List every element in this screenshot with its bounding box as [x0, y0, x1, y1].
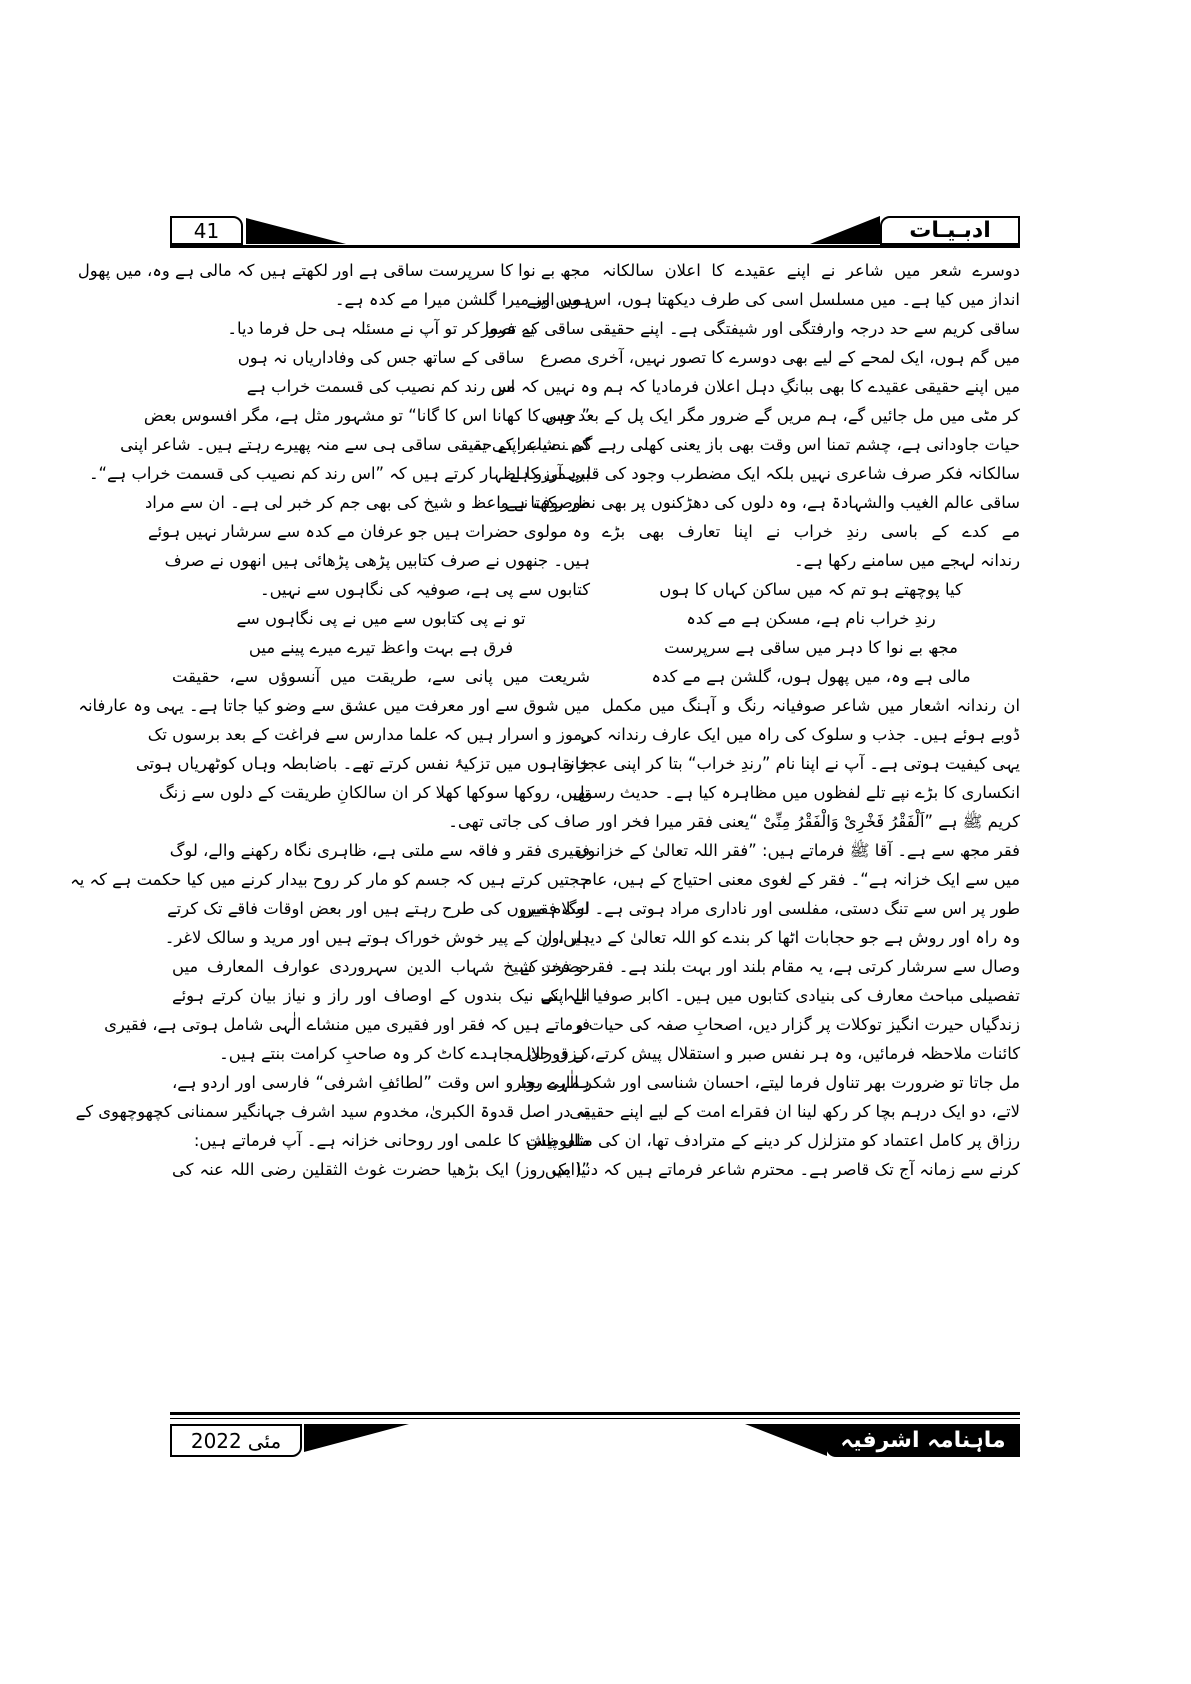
text-line: مل جاتا تو ضرورت بھر تناول فرما لیتے، احسان شناسی اور شکر الٰہی بجا	[520, 1073, 1020, 1092]
text-line: انداز میں کیا ہے۔ میں مسلسل اسی کی طرف دیکھتا ہوں، اس میں اپنے	[526, 290, 1020, 309]
footer-rule-thin	[170, 1418, 1020, 1419]
text-line: کریم ﷺ ہے ”اَلْفَقْرُ فَخْرِیْ وَالْفَقْرُ مِنِّیْ “یعنی فقر میرا فخر اور	[597, 812, 1020, 831]
text-line: ”(ایک روز) ایک بڑھیا حضرت غوث الثقلین رضی اللہ عنہ کی	[172, 1160, 590, 1179]
text-line: ہیں۔ جنھوں نے صرف کتابیں پڑھی پڑھائی ہیں انھوں نے صرف	[164, 551, 590, 570]
text-line: یہی کیفیت ہوتی ہے۔ آپ نے اپنا نام ”رندِ خراب“ بتا کر اپنی عجز و	[565, 754, 1020, 773]
text-line: ہمارے روبرو اس وقت ”لطائفِ اشرفی“ فارسی اور اردو ہے،	[172, 1073, 590, 1092]
issue-year: 2022	[190, 1428, 242, 1453]
text-line: کائنات ملاحظہ فرمائیں، وہ ہر نفس صبر و استقلال پیش کرتے، رزق حلال	[519, 1044, 1020, 1063]
text-line: کم نصیب اپنے حقیقی ساقی ہی سے منہ پھیرے رہتے ہیں۔ شاعر اپنی	[120, 435, 590, 454]
issue-date	[170, 1424, 302, 1457]
verse-line: مجھ بے نوا کا دہر میں ساقی ہے سرپرست	[664, 638, 958, 657]
text-line: میں گم ہوں، ایک لمحے کے لیے بھی دوسرے کا تصور نہیں، آخری مصرع	[539, 348, 1020, 367]
issue-month: مئی	[247, 1428, 282, 1453]
verse-line: تو نے پی کتابوں سے میں نے پی نگاہوں سے	[236, 609, 526, 628]
text-line: حجتیں کرتے ہیں کہ جسم کو مار کر روح بیدار کرنے میں کیا حکمت ہے کہ یہ	[70, 870, 590, 889]
text-line: میں شوق سے اور معرفت میں عشق سے وضو کیا جاتا ہے۔ یہی وہ عارفانہ	[78, 696, 590, 715]
header-right-wedge	[810, 216, 880, 246]
text-line: برہمی کا اظہار کرتے ہیں کہ ”اس رند کم نصیب کی قسمت خراب ہے“۔	[88, 464, 590, 483]
verse-line: یہ فرما کر تو آپ نے مسئلہ ہی حل فرما دیا۔	[227, 319, 535, 338]
text-line: وہ مولوی حضرات ہیں جو عرفان مے کدہ سے سرشار نہیں ہوئے	[147, 522, 590, 541]
text-line: رزاق پر کامل اعتماد کو متزلزل کر دینے کے مترادف تھا، ان کی مثال پیش	[526, 1131, 1020, 1150]
verse-line: کیا پوچھتے ہو تم کہ میں ساکن کہاں کا ہوں	[659, 580, 963, 599]
text-line: زندگیاں حیرت انگیز توکلات پر گزار دیں، اصحابِ صفہ کی حیات و	[575, 1015, 1020, 1034]
text-line: تھیں، روکھا سوکھا کھلا کر ان سالکانِ طریقت کے دلوں سے زنگ	[159, 783, 590, 802]
text-line: کے دوران مجاہدے کاٹ کر وہ صاحبِ کرامت بنتے ہیں۔	[219, 1044, 590, 1063]
text-line: ڈوبے ہوئے ہیں۔ جذب و سلوک کی راہ میں ایک عارف رندانہ کی	[580, 725, 1020, 744]
footer-left-wedge	[304, 1424, 409, 1454]
text-line: خانقاہوں میں تزکیۂ نفس کرتے تھے۔ باضابطہ وہاں کوٹھریاں ہوتی	[135, 754, 590, 773]
footer-rule	[170, 1412, 1020, 1415]
text-line: صاف کی جاتی تھی۔	[448, 812, 590, 831]
text-line: لاتے، دو ایک درہم بچا کر رکھ لینا ان فقراے امت کے لیے اپنے حقیقی	[569, 1102, 1020, 1121]
text-line: رندانہ لہجے میں سامنے رکھا ہے۔	[794, 551, 1020, 570]
verse-line: ساقی کے ساتھ جس کی وفاداریاں نہ ہوں	[237, 348, 525, 367]
text-line: کرنے سے زمانہ آج تک قاصر ہے۔ محترم شاعر فرماتے ہیں کہ دنیا میں	[544, 1160, 1020, 1179]
text-line: دوسرے شعر میں شاعر نے اپنے عقیدے کا اعلان سالکانہ	[602, 261, 1020, 280]
verse-line: اس رند کم نصیب کی قسمت خراب ہے	[246, 377, 516, 396]
section-title: ادبـیـات	[880, 216, 1020, 245]
verse-line: رندِ خراب نام ہے، مسکن ہے مے کدہ	[686, 609, 936, 628]
text-line: مجھ بے نوا کا سرپرست ساقی ہے اور لکھتے ہیں کہ مالی ہے وہ، میں پھول	[77, 261, 590, 280]
text-line: حیات جاودانی ہے، چشم تمنا اس وقت بھی باز یعنی کھلی رہے گی۔ شاعر کی یہ	[472, 435, 1020, 454]
text-line: کتابوں سے پی ہے، صوفیہ کی نگاہوں سے نہیں۔	[259, 580, 590, 599]
text-line: انکساری کا بڑے نپے تلے لفظوں میں مظاہرہ کیا ہے۔ حدیث رسول	[572, 783, 1020, 802]
text-line: موصوف نے واعظ و شیخ کی بھی جم کر خبر لی ہے۔ ان سے مراد	[144, 493, 590, 512]
text-line: ساقی کریم سے حد درجہ وارفتگی اور شیفتگی ہے۔ اپنے حقیقی ساقی کے تصور	[481, 319, 1020, 338]
page-number: 41	[170, 216, 243, 245]
text-line: ہوں اور میرا گلشن میرا مے کدہ ہے۔	[334, 290, 590, 309]
verse-line: فرق ہے بہت واعظ تیرے میرے پینے میں	[248, 638, 514, 657]
text-line: رموز و اسرار ہیں کہ علما مدارس سے فراغت کے بعد برسوں تک	[147, 725, 590, 744]
magazine-name: ماہنامہ اشرفیہ	[826, 1424, 1020, 1457]
text-line: میں اپنے حقیقی عقیدے کا بھی ببانگِ دہل اعلان فرمادیا کہ ہم وہ نہیں کہ مر	[497, 377, 1020, 396]
header-left-wedge	[246, 218, 346, 246]
text-line: ساقی عالم الغیب والشہادۃ ہے، وہ دلوں کی دھڑکنوں پر بھی نظر رکھتا ہے۔	[496, 493, 1020, 512]
text-line: ” جس کا کھانا اس کا گانا“ تو مشہور مثل ہے، مگر افسوس بعض	[143, 406, 590, 425]
text-line: وصال سے سرشار کرتی ہے، یہ مقام بلند اور بہت بلند ہے۔ فقر و فخر کے	[519, 957, 1020, 976]
text-line: ہیں، ان کے پیر خوش خوراک ہوتے ہیں اور مرید و سالک لاغر۔	[164, 928, 590, 947]
verse-line: مالی ہے وہ، میں پھول ہوں، گلشن ہے مے کدہ	[651, 667, 971, 686]
text-line: ملفوظات کا علمی اور روحانی خزانہ ہے۔ آپ فرماتے ہیں:	[193, 1131, 590, 1150]
text-line: حضرت شیخ شہاب الدین سہروردی عوارف المعارف میں	[172, 957, 590, 976]
text-line: وہ راہ اور روش ہے جو حجابات اٹھا کر بندے کو اللہ تعالیٰ کے دیدار اور	[543, 928, 1020, 947]
text-line: طور پر اس سے تنگ دستی، مفلسی اور ناداری مراد ہوتی ہے۔ اسلام میں	[519, 899, 1020, 918]
text-line: یہ در اصل قدوۃ الکبریٰ، مخدوم سید اشرف جہانگیر سمنانی کچھوچھوی کے	[75, 1102, 590, 1121]
text-line: کر مٹی میں مل جائیں گے، ہم مریں گے ضرور مگر ایک پل کے بعد وہی	[541, 406, 1020, 425]
text-line: فقر مجھ سے ہے۔ آقا ﷺ فرماتے ہیں: ”فقر اللہ تعالیٰ کے خزانوں	[575, 841, 1020, 860]
text-line: میں سے ایک خزانہ ہے“۔ فقر کے لغوی معنی احتیاج کے ہیں، عام	[582, 870, 1020, 889]
text-line: اللہ کے نیک بندوں کے اوصاف اور راز و نیاز بیان کرتے ہوئے	[172, 986, 590, 1005]
text-line: فرماتے ہیں کہ فقر اور فقیری میں منشاے الٰہی شامل ہوتی ہے، فقیری	[104, 1015, 590, 1034]
text-line: سالکانہ فکر صرف شاعری نہیں بلکہ ایک مضطرب وجود کی قلبی آرزو ہے۔	[500, 464, 1020, 483]
text-line: فقیری فقر و فاقہ سے ملتی ہے، ظاہری نگاہ رکھنے والے، لوگ	[169, 841, 590, 860]
text-line: شریعت میں پانی سے، طریقت میں آنسوؤں سے، حقیقت	[172, 667, 590, 686]
text-line: مے کدے کے باسی رندِ خراب نے اپنا تعارف بھی بڑے	[602, 522, 1020, 541]
text-line: تفصیلی مباحث معارف کی بنیادی کتابوں میں ہیں۔ اکابر صوفیا نے اپنی	[540, 986, 1020, 1005]
left-text-column	[70, 256, 590, 1406]
text-line: ان رندانہ اشعار میں شاعر صوفیانہ رنگ و آہنگ میں مکمل	[602, 696, 1020, 715]
footer-right-wedge	[745, 1424, 827, 1457]
text-line: لوگ فقیروں کی طرح رہتے ہیں اور بعض اوقات فاقے تک کرتے	[167, 899, 590, 918]
